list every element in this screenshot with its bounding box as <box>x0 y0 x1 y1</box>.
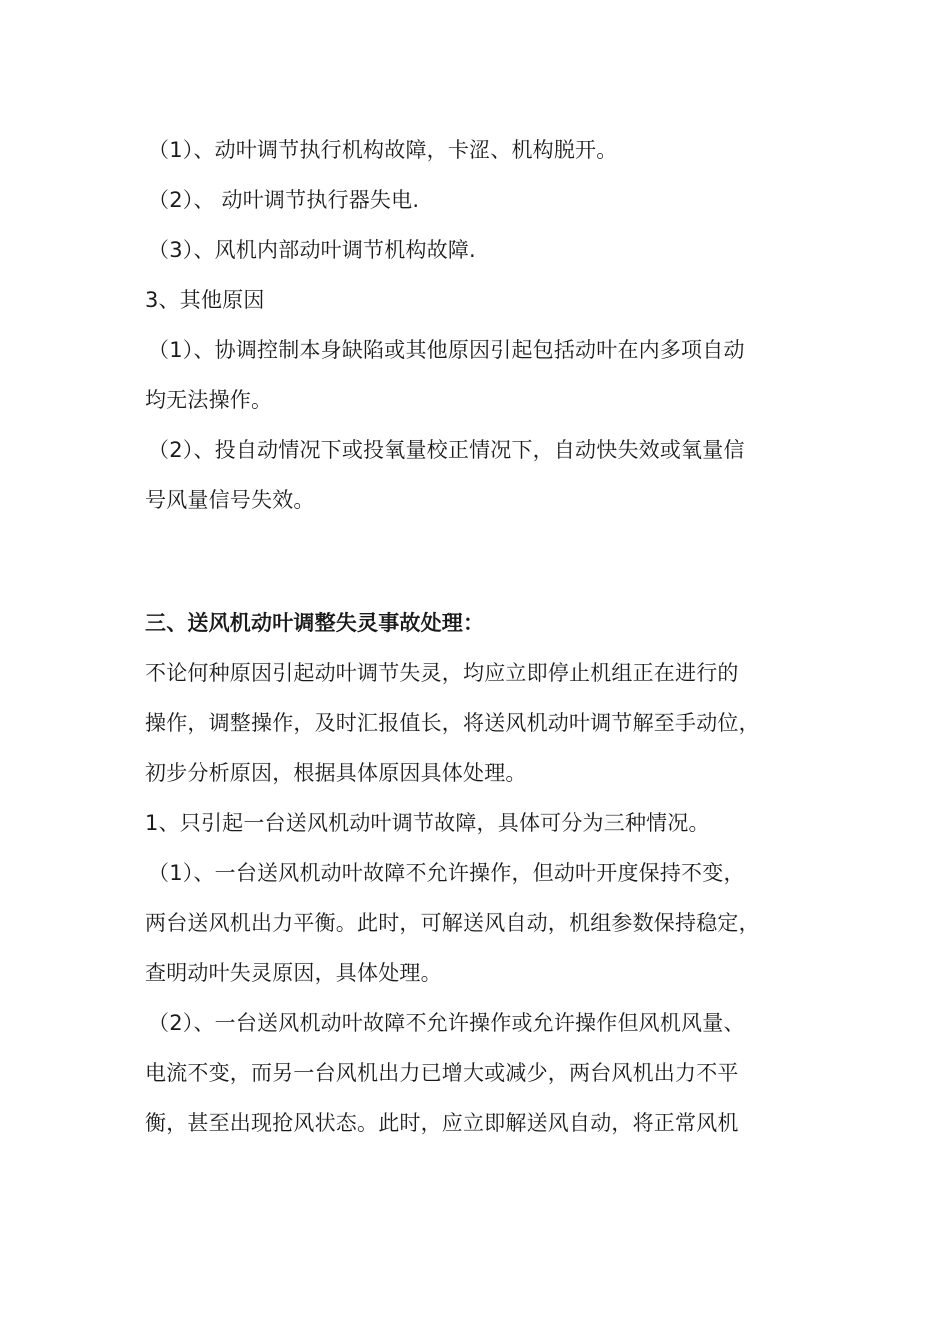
section-heading: 三、送风机动叶调整失灵事故处理： <box>145 611 485 635</box>
section-title-other-causes: 3、其他原因 <box>145 288 265 312</box>
paragraph-line: （1）、协调控制本身缺陷或其他原因引起包括动叶在内多项自动 <box>148 338 745 362</box>
paragraph-line: 均无法操作。 <box>145 388 273 412</box>
paragraph-line: 初步分析原因，根据具体原因具体处理。 <box>145 761 527 785</box>
paragraph-line: 两台送风机出力平衡。此时，可解送风自动，机组参数保持稳定， <box>145 911 760 935</box>
paragraph-line: 操作，调整操作，及时汇报值长，将送风机动叶调节解至手动位， <box>145 711 760 735</box>
paragraph-line: 号风量信号失效。 <box>145 488 315 512</box>
paragraph-line: （2）、一台送风机动叶故障不允许操作或允许操作但风机风量、 <box>148 1011 745 1035</box>
paragraph-line: （1）、一台送风机动叶故障不允许操作，但动叶开度保持不变， <box>148 861 745 885</box>
list-item-3: （3）、风机内部动叶调节机构故障. <box>148 238 476 262</box>
paragraph-line: （2）、投自动情况下或投氧量校正情况下，自动快失效或氧量信 <box>148 438 745 462</box>
paragraph-line: 电流不变，而另一台风机出力已增大或减少，两台风机出力不平 <box>145 1061 739 1085</box>
paragraph-line: 不论何种原因引起动叶调节失灵，均应立即停止机组正在进行的 <box>145 661 739 685</box>
list-item-2: （2）、 动叶调节执行器失电. <box>148 188 420 212</box>
paragraph-line: 衡，甚至出现抢风状态。此时，应立即解送风自动，将正常风机 <box>145 1111 739 1135</box>
paragraph-line: 查明动叶失灵原因，具体处理。 <box>145 961 442 985</box>
paragraph-line: 1、只引起一台送风机动叶调节故障，具体可分为三种情况。 <box>145 811 710 835</box>
list-item-1: （1）、动叶调节执行机构故障，卡涩、机构脱开。 <box>148 138 618 162</box>
